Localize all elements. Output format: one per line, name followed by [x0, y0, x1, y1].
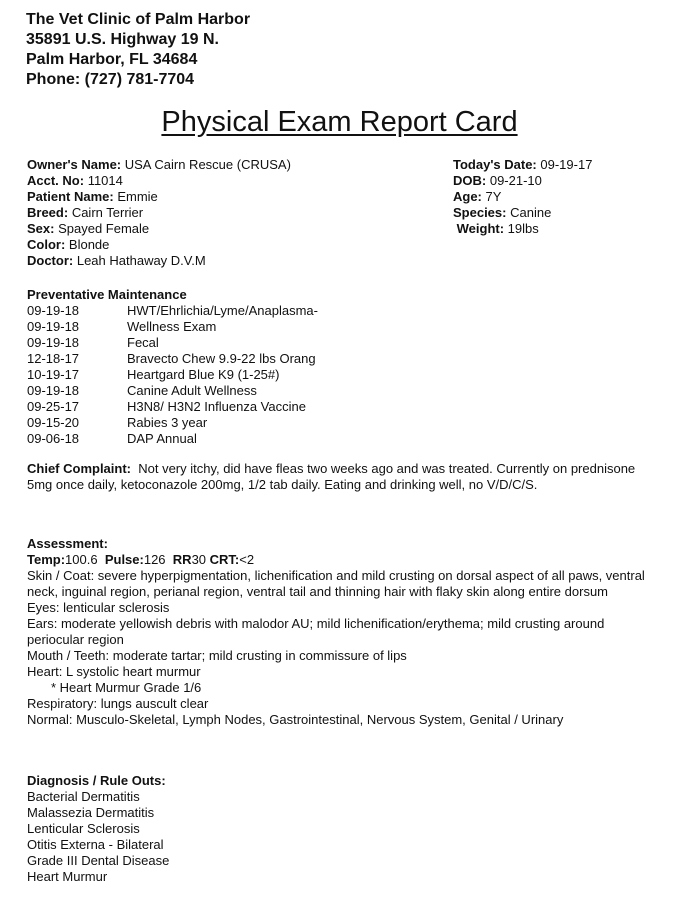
breed-value: Cairn Terrier — [71, 205, 144, 220]
doctor-label: Doctor: — [27, 253, 74, 268]
color-value: Blonde — [68, 237, 110, 252]
preventative-item-name: Bravecto Chew 9.9-22 lbs Orang — [127, 351, 316, 366]
color-row — [27, 237, 291, 253]
preventative-date: 10-19-17 — [27, 367, 80, 382]
preventative-date: 09-19-18 — [27, 335, 80, 350]
preventative-date: 09-15-20 — [27, 415, 80, 430]
preventative-heading: Preventative Maintenance — [27, 287, 187, 302]
rr-label: RR — [172, 552, 192, 567]
species-value: Canine — [510, 205, 552, 220]
preventative-date: 09-19-18 — [27, 303, 80, 318]
diagnosis-item: Otitis Externa - Bilateral — [27, 837, 164, 852]
preventative-item — [27, 431, 318, 447]
preventative-item-name: HWT/Ehrlichia/Lyme/Anaplasma- — [127, 303, 318, 318]
temp-value: 100.6 — [65, 552, 98, 567]
assessment-findings — [27, 568, 657, 680]
preventative-item-name: Wellness Exam — [127, 319, 217, 334]
age-row — [453, 189, 592, 205]
weight-value: 19lbs — [507, 221, 539, 236]
diagnosis-item: Malassezia Dermatitis — [27, 805, 155, 820]
acct-label: Acct. No: — [27, 173, 85, 188]
dob-value: 09-21-10 — [489, 173, 542, 188]
color-label: Color: — [27, 237, 66, 252]
preventative-date: 09-19-18 — [27, 319, 80, 334]
assessment-heading: Assessment: — [27, 536, 108, 551]
assessment-line: Ears: moderate yellowish debris with malodor AU; mild lichenification/erythema; mild crusting around periocular region — [27, 616, 605, 647]
owner-label: Owner's Name: — [27, 157, 122, 172]
patient-name-label: Patient Name: — [27, 189, 114, 204]
clinic-header — [26, 10, 250, 90]
diagnosis-list — [27, 789, 169, 885]
clinic-address-line2: Palm Harbor, FL 34684 — [26, 51, 198, 68]
weight-label: Weight: — [456, 221, 505, 236]
owner-row — [27, 157, 291, 173]
species-label: Species: — [453, 205, 507, 220]
assessment-line: Eyes: lenticular sclerosis — [27, 600, 170, 615]
dob-label: DOB: — [453, 173, 487, 188]
complaint-text: Not very itchy, did have fleas two weeks ago and was treated. Currently on prednisone 5mg once daily, ketoconazole 200mg, 1/2 tab daily. Eating and drinking well, no V/D/C/S. — [27, 461, 636, 492]
assessment-line: Mouth / Teeth: moderate tartar; mild crusting in commissure of lips — [27, 648, 407, 663]
pulse-value: 126 — [143, 552, 166, 567]
breed-row — [27, 205, 291, 221]
crt-label: CRT: — [209, 552, 240, 567]
chief-complaint — [27, 461, 652, 493]
owner-value: USA Cairn Rescue (CRUSA) — [124, 157, 291, 172]
assessment-line: Heart: L systolic heart murmur — [27, 664, 201, 679]
species-row — [453, 205, 592, 221]
diagnosis-section — [27, 773, 169, 885]
preventative-item — [27, 319, 318, 335]
acct-value: 11014 — [87, 173, 123, 188]
preventative-item — [27, 335, 318, 351]
preventative-date: 12-18-17 — [27, 351, 80, 366]
preventative-date: 09-25-17 — [27, 399, 80, 414]
breed-label: Breed: — [27, 205, 69, 220]
rr-value: 30 — [191, 552, 207, 567]
preventative-item — [27, 303, 318, 319]
clinic-name: The Vet Clinic of Palm Harbor — [26, 11, 251, 28]
preventative-item-name: Rabies 3 year — [127, 415, 208, 430]
preventative-item — [27, 367, 318, 383]
age-label: Age: — [453, 189, 482, 204]
patient-name-value: Emmie — [117, 189, 158, 204]
assessment-findings-more — [27, 696, 657, 728]
sex-value: Spayed Female — [58, 221, 150, 236]
diagnosis-item: Bacterial Dermatitis — [27, 789, 140, 804]
sex-label: Sex: — [27, 221, 55, 236]
date-label: Today's Date: — [453, 157, 537, 172]
assessment-line: Respiratory: lungs auscult clear — [27, 696, 209, 711]
acct-row — [27, 173, 291, 189]
preventative-item-name: Fecal — [127, 335, 159, 350]
weight-row — [453, 221, 592, 237]
preventative-item — [27, 415, 318, 431]
heart-murmur-note: * Heart Murmur Grade 1/6 — [51, 680, 202, 695]
clinic-address-line1: 35891 U.S. Highway 19 N. — [26, 31, 219, 48]
preventative-list — [27, 303, 318, 447]
preventative-item-name: Heartgard Blue K9 (1-25#) — [127, 367, 280, 382]
diagnosis-item: Heart Murmur — [27, 869, 108, 884]
visit-info-block — [453, 157, 592, 237]
diagnosis-item: Lenticular Sclerosis — [27, 821, 140, 836]
patient-name-row — [27, 189, 291, 205]
vitals-row — [27, 552, 657, 568]
assessment-section — [27, 536, 657, 728]
clinic-phone: Phone: (727) 781-7704 — [26, 71, 195, 88]
preventative-date: 09-06-18 — [27, 431, 80, 446]
complaint-label: Chief Complaint: — [27, 461, 131, 476]
assessment-line: Normal: Musculo-Skeletal, Lymph Nodes, Gastrointestinal, Nervous System, Genital / Urinary — [27, 712, 564, 727]
preventative-item — [27, 351, 318, 367]
date-row — [453, 157, 592, 173]
date-value: 09-19-17 — [540, 157, 593, 172]
diagnosis-item: Grade III Dental Disease — [27, 853, 170, 868]
preventative-item-name: DAP Annual — [127, 431, 197, 446]
patient-info-block — [27, 157, 291, 269]
preventative-item — [27, 399, 318, 415]
report-title: Physical Exam Report Card — [161, 106, 518, 138]
diagnosis-heading: Diagnosis / Rule Outs: — [27, 773, 166, 788]
dob-row — [453, 173, 592, 189]
assessment-line: Skin / Coat: severe hyperpigmentation, lichenification and mild crusting on dorsal aspect of all paws, ventral neck, inguinal region, perianal region, ventral tail and thinning hair with flaky skin along entire dorsum — [27, 568, 645, 599]
preventative-date: 09-19-18 — [27, 383, 80, 398]
sex-row — [27, 221, 291, 237]
doctor-value: Leah Hathaway D.V.M — [76, 253, 206, 268]
preventative-item-name: H3N8/ H3N2 Influenza Vaccine — [127, 399, 306, 414]
doctor-row — [27, 253, 291, 269]
age-value: 7Y — [485, 189, 502, 204]
preventative-item — [27, 383, 318, 399]
pulse-label: Pulse: — [104, 552, 144, 567]
preventative-item-name: Canine Adult Wellness — [127, 383, 257, 398]
crt-value: <2 — [239, 552, 255, 567]
temp-label: Temp: — [27, 552, 66, 567]
